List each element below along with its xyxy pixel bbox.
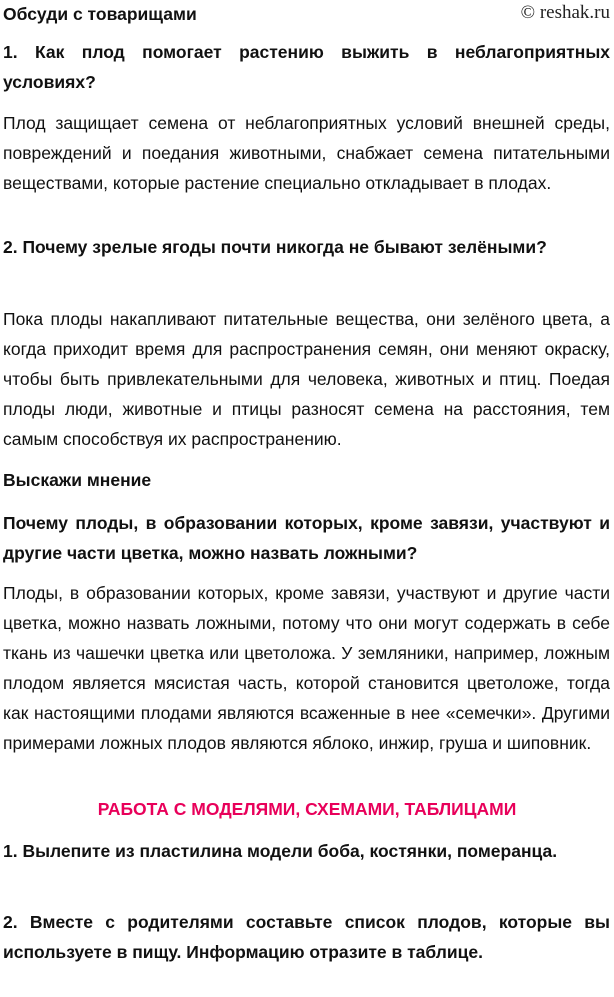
question-1: 1. Как плод помогает растению выжить в неблагоприятных условиях? <box>3 42 610 92</box>
answer-1: Плод защищает семена от неблагоприятных условий внешней среды, повреждений и поедания животными, снабжает семена питательными веществами, которые растение специально откладывает в плодах. <box>3 113 610 193</box>
section-title-opinion: Выскажи мнение <box>3 470 152 490</box>
copyright-label: © reshak.ru <box>520 2 610 23</box>
task-2: 2. Вместе с родителями составьте список плодов, которые вы используете в пищу. Информацию отразите в таблице. <box>3 912 610 962</box>
section-title-models: РАБОТА С МОДЕЛЯМИ, СХЕМАМИ, ТАБЛИЦАМИ <box>97 799 517 819</box>
opinion-question: Почему плоды, в образовании которых, кроме завязи, участвуют и другие части цветка, можно назвать ложными? <box>3 513 610 563</box>
answer-2: Пока плоды накапливают питательные вещества, они зелёного цвета, а когда приходит время для распространения семян, они меняют окраску, чтобы быть привлекательными для человека, животных и птиц. Поедая плоды люди, животные и птицы разносят семена на расстояния, тем самым способствуя их распространению. <box>3 309 610 449</box>
opinion-answer: Плоды, в образовании которых, кроме завязи, участвуют и другие части цветка, можно назвать ложными, потому что они могут содержать в себе ткань из чашечки цветка или цветоложа. У земляники, например, ложным плодом является мясистая часть, которой становится цветоложе, тогда как настоящими плодами являются всаженные в нее «семечки». Другими примерами ложных плодов являются яблоко, инжир, груша и шиповник. <box>3 583 610 753</box>
section-title-discuss: Обсуди с товарищами <box>3 4 197 24</box>
task-1: 1. Вылепите из пластилина модели боба, костянки, померанца. <box>3 841 558 861</box>
question-2: 2. Почему зрелые ягоды почти никогда не бывают зелёными? <box>3 237 547 257</box>
